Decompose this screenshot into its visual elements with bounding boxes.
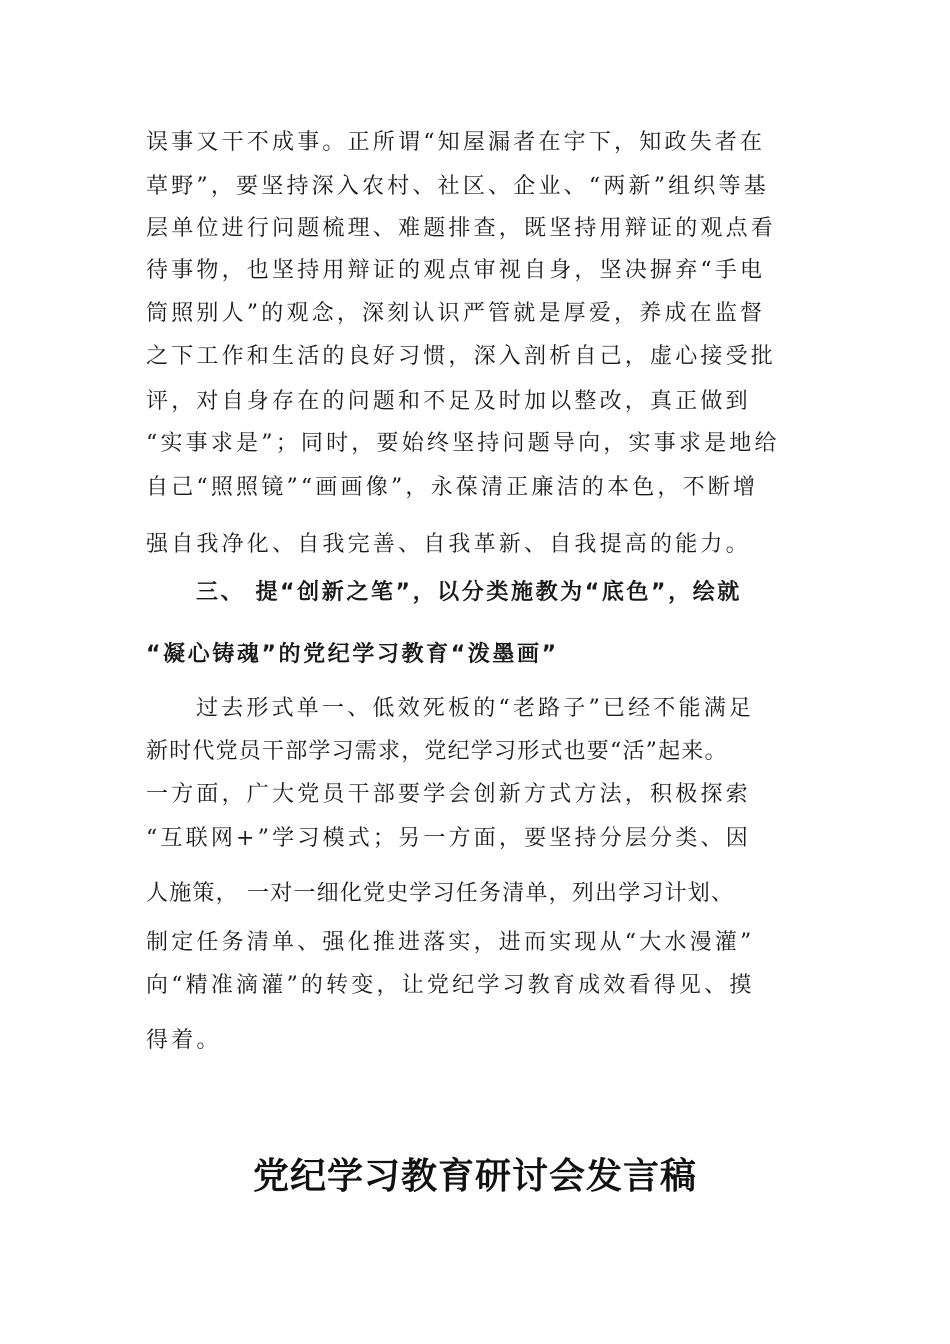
paragraph-line: 筒照别人”的观念，深刻认识严管就是厚爱，养成在监督 (146, 301, 766, 326)
paragraph-line: 过去形式单一、低效死板的“老路子”已经不能满足 (196, 696, 755, 721)
section-heading-line: “凝心铸魂”的党纪学习教育“泼墨画” (146, 642, 559, 667)
paragraph-line: 评，对自身存在的问题和不足及时加以整改，真正做到 (146, 389, 751, 414)
paragraph-line: 层单位进行问题梳理、难题排查，既坚持用辩证的观点看 (146, 216, 777, 241)
paragraph-line: 向“精准滴灌”的转变，让党纪学习教育成效看得见、摸 (146, 973, 755, 998)
paragraph-line: 待事物，也坚持用辩证的观点审视自身，坚决摒弃“手电 (146, 258, 766, 283)
paragraph-line: 得着。 (146, 1028, 222, 1053)
paragraph-line: 自己“照照镜”“画画像”，永葆清正廉洁的本色，不断增 (146, 475, 759, 500)
paragraph-line: “互联网+”学习模式；另一方面，要坚持分层分类、因 (146, 826, 751, 851)
section-heading-line: 三、 提“创新之笔”，以分类施教为“底色”，绘就 (196, 580, 742, 605)
paragraph-line: 草野”，要坚持深入农村、社区、企业、“两新”组织等基 (146, 174, 769, 199)
paragraph-line: 新时代党员干部学习需求，党纪学习形式也要“活”起来。 (146, 739, 728, 764)
paragraph-line: 误事又干不成事。正所谓“知屋漏者在宇下，知政失者在 (146, 130, 766, 155)
paragraph-line: “实事求是”；同时，要始终坚持问题导向，实事求是地给 (146, 431, 780, 456)
paragraph-line: 强自我净化、自我完善、自我革新、自我提高的能力。 (146, 532, 751, 557)
paragraph-line: 制定任务清单、强化推进落实，进而实现从“大水漫灌” (146, 930, 755, 955)
paragraph-line: 人施策， 一对一细化党史学习任务清单，列出学习计划、 (146, 881, 735, 906)
document-title: 党纪学习教育研讨会发言稿 (252, 1156, 697, 1197)
paragraph-line: 之下工作和生活的良好习惯，深入剖析自己，虚心接受批 (146, 344, 777, 369)
paragraph-line: 一方面，广大党员干部要学会创新方式方法，积极探索 (146, 782, 751, 807)
